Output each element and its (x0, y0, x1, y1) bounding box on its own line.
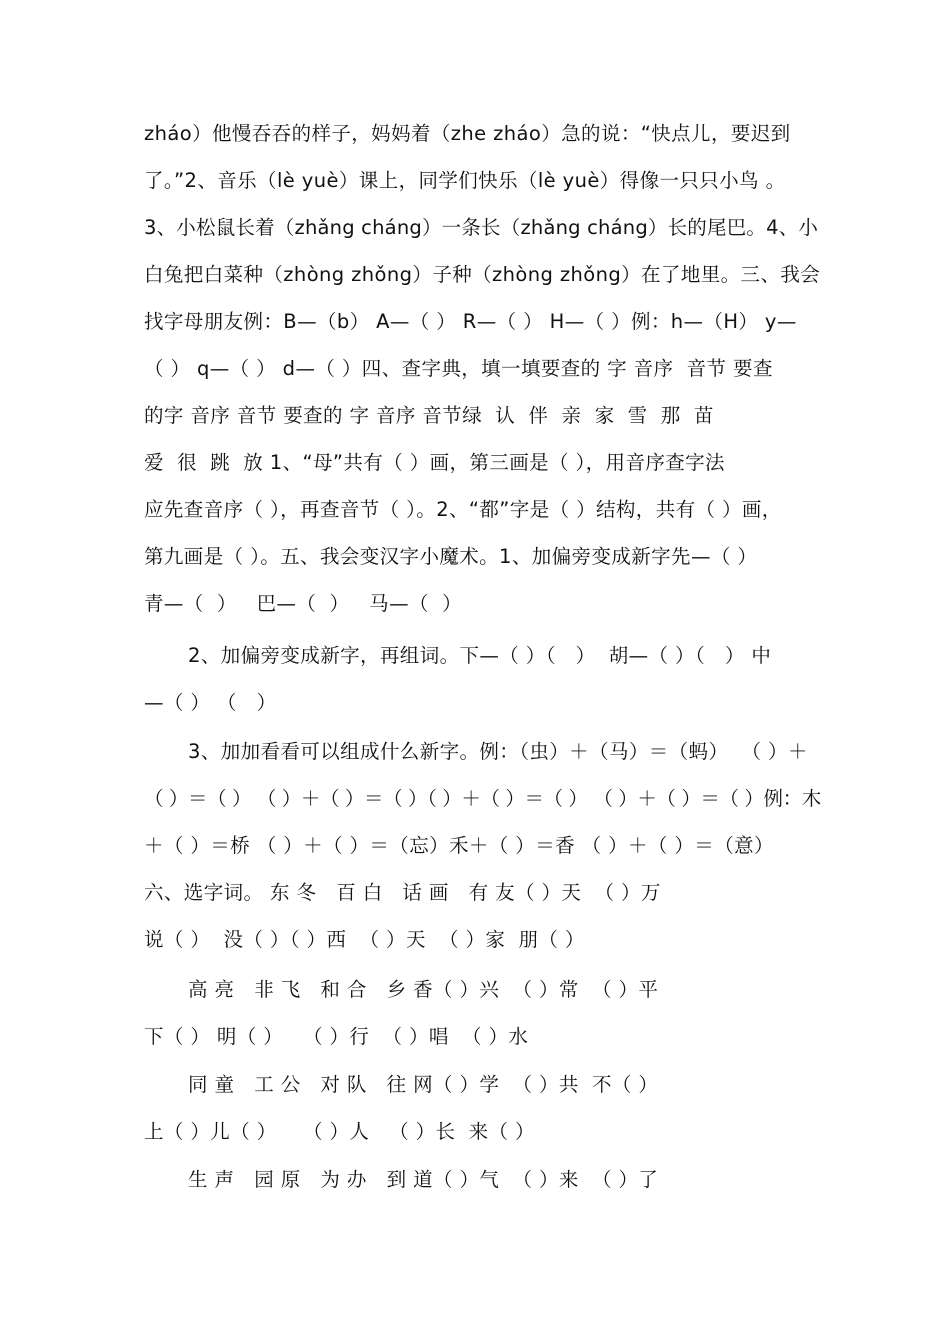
text-line: zháo）他慢吞吞的样子，妈妈着（zhe zháo）急的说：“快点儿，要迟到 (144, 122, 791, 145)
text-line: 下（ ） 明（ ） （ ）行 （ ）唱 （ ）水 (144, 1025, 529, 1048)
text-line: 应先查音序（ ），再查音节（ ）。2、“都”字是（ ）结构，共有（ ）画， (144, 498, 782, 521)
text-line: （ ） q—（ ） d—（ ）四、查字典，填一填要查的 字 音序 音节 要查 (144, 357, 773, 380)
text-line: 生 声 园 原 为 办 到 道（ ）气 （ ）来 （ ）了 (188, 1168, 659, 1191)
text-line: （ ）＝（ ） （ ）＋（ ）＝（ ）（ ）＋（ ）＝（ ） （ ）＋（ ）＝（ ）例：木 (144, 787, 821, 810)
text-line: 青—（ ） 巴—（ ） 马—（ ） (144, 592, 462, 615)
text-line: 3、加加看看可以组成什么新字。例：（虫）＋（马）＝（蚂） （ ）＋ (188, 740, 808, 763)
text-line: 爱 很 跳 放 1、“母”共有（ ）画，第三画是（ ），用音序查字法 (144, 451, 725, 474)
text-line: —（ ） （ ） (144, 691, 277, 714)
text-line: ＋（ ）＝桥 （ ）＋（ ）＝（忘）禾＋（ ）＝香 （ ）＋（ ）＝（意） (144, 834, 774, 857)
text-line: 高 亮 非 飞 和 合 乡 香（ ）兴 （ ）常 （ ）平 (188, 978, 659, 1001)
text-line: 找字母朋友例：B—（b） A—（ ） R—（ ） H—（ ）例：h—（H） y— (144, 310, 797, 333)
text-line: 第九画是（ ）。五、我会变汉字小魔术。1、加偏旁变成新字先—（ ） (144, 545, 758, 568)
text-line: 的字 音序 音节 要查的 字 音序 音节绿 认 伴 亲 家 雪 那 苗 (144, 404, 714, 427)
text-line: 上（ ）儿（ ） （ ）人 （ ）长 来（ ） (144, 1120, 535, 1143)
text-line: 说（ ） 没（ ）（ ）西 （ ）天 （ ）家 朋（ ） (144, 928, 585, 951)
text-line: 了。”2、音乐（lè yuè）课上，同学们快乐（lè yuè）得像一只只小鸟 。 (144, 169, 786, 192)
text-line: 同 童 工 公 对 队 往 网（ ）学 （ ）共 不（ ） (188, 1073, 659, 1096)
text-line: 2、加偏旁变成新字，再组词。下—（ ）（ ） 胡—（ ）（ ） 中 (188, 644, 772, 667)
text-line: 3、小松鼠长着（zhǎng cháng）一条长（zhǎng cháng）长的尾巴。4、小 (144, 216, 819, 239)
text-line: 六、选字词。 东 冬 百 白 话 画 有 友（ ）天 （ ）万 (144, 881, 661, 904)
text-line: 白兔把白菜种（zhòng zhǒng）子种（zhòng zhǒng）在了地里。三、我会 (144, 263, 821, 286)
